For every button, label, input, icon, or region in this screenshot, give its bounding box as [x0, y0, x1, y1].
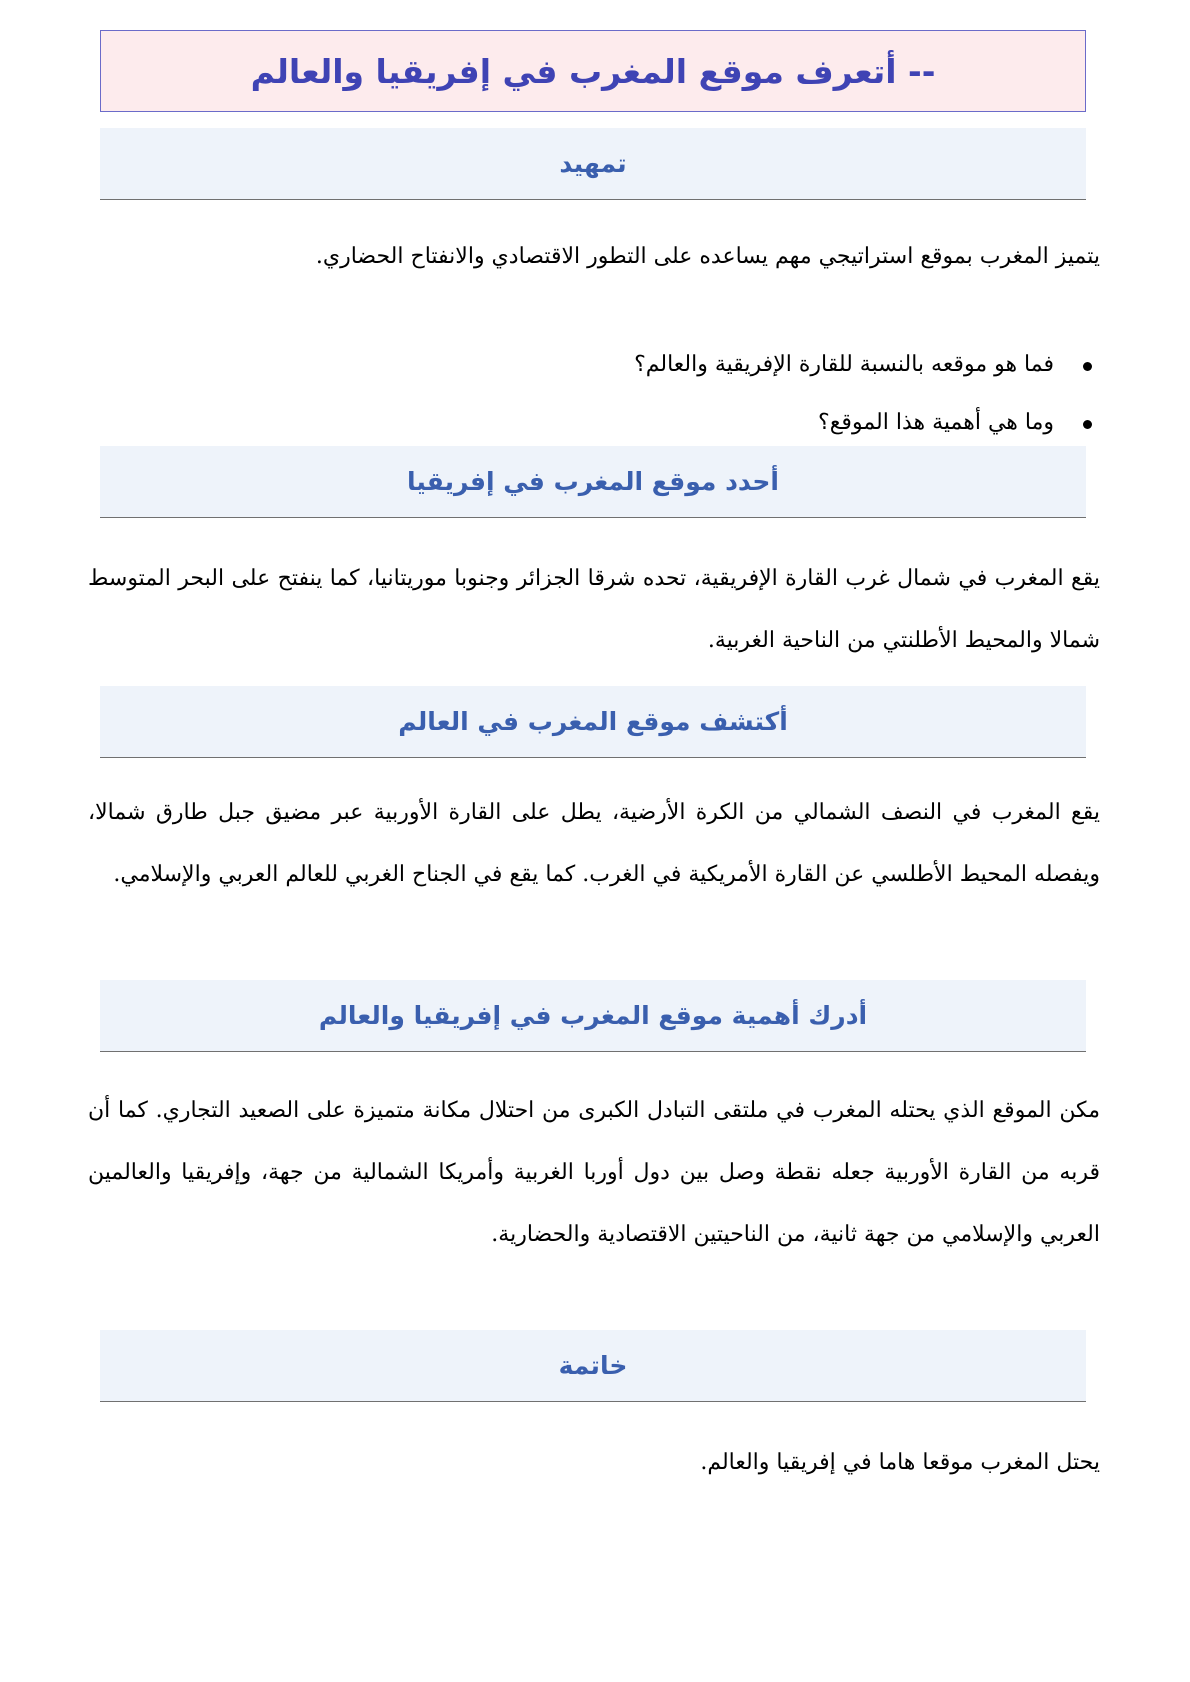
importance-paragraph: مكن الموقع الذي يحتله المغرب في ملتقى التبادل الكبرى من احتلال مكانة متميزة على الصعيد التجاري. كما أن قربه من القارة الأوربية جعله نقطة وصل بين دول أوربا الغربية وأمريكا الشمالية من جهة، وإفريقيا والعالمين العربي والإسلامي من جهة ثانية، من الناحيتين الاقتصادية والحضارية.: [88, 1098, 1100, 1247]
section-heading-importance: [100, 980, 1086, 1052]
section-heading-text: أحدد موقع المغرب في إفريقيا: [407, 467, 779, 496]
section-heading-conclusion: [100, 1330, 1086, 1402]
bullet-icon: [1083, 362, 1092, 371]
list-item: [102, 340, 1102, 398]
intro-question-list: [102, 340, 1102, 456]
lesson-title: -- أتعرف موقع المغرب في إفريقيا والعالم: [250, 51, 936, 91]
section-heading-world: [100, 686, 1086, 758]
question-text: فما هو موقعه بالنسبة للقارة الإفريقية والعالم؟: [634, 352, 1054, 377]
section-heading-text: أدرك أهمية موقع المغرب في إفريقيا والعالم: [318, 1001, 868, 1030]
section-heading-text: أكتشف موقع المغرب في العالم: [398, 707, 788, 736]
question-text: وما هي أهمية هذا الموقع؟: [818, 410, 1054, 435]
section-heading-africa: [100, 446, 1086, 518]
section-heading-intro: [100, 128, 1086, 200]
section-heading-text: خاتمة: [558, 1351, 628, 1380]
intro-paragraph: يتميز المغرب بموقع استراتيجي مهم يساعده على التطور الاقتصادي والانفتاح الحضاري.: [315, 244, 1100, 269]
conclusion-paragraph: يحتل المغرب موقعا هاما في إفريقيا والعالم.: [700, 1450, 1100, 1475]
africa-paragraph: يقع المغرب في شمال غرب القارة الإفريقية، تحده شرقا الجزائر وجنوبا موريتانيا، كما ينفتح على البحر المتوسط شمالا والمحيط الأطلنتي من الناحية الغربية.: [88, 566, 1100, 653]
section-heading-text: تمهيد: [559, 149, 627, 178]
bullet-icon: [1083, 420, 1092, 429]
world-paragraph: يقع المغرب في النصف الشمالي من الكرة الأرضية، يطل على القارة الأوربية عبر مضيق جبل طارق شمالا، ويفصله المحيط الأطلسي عن القارة الأمريكية في الغرب. كما يقع في الجناح الغربي للعالم العربي والإسلامي.: [88, 800, 1100, 887]
lesson-title-box: [100, 30, 1086, 112]
